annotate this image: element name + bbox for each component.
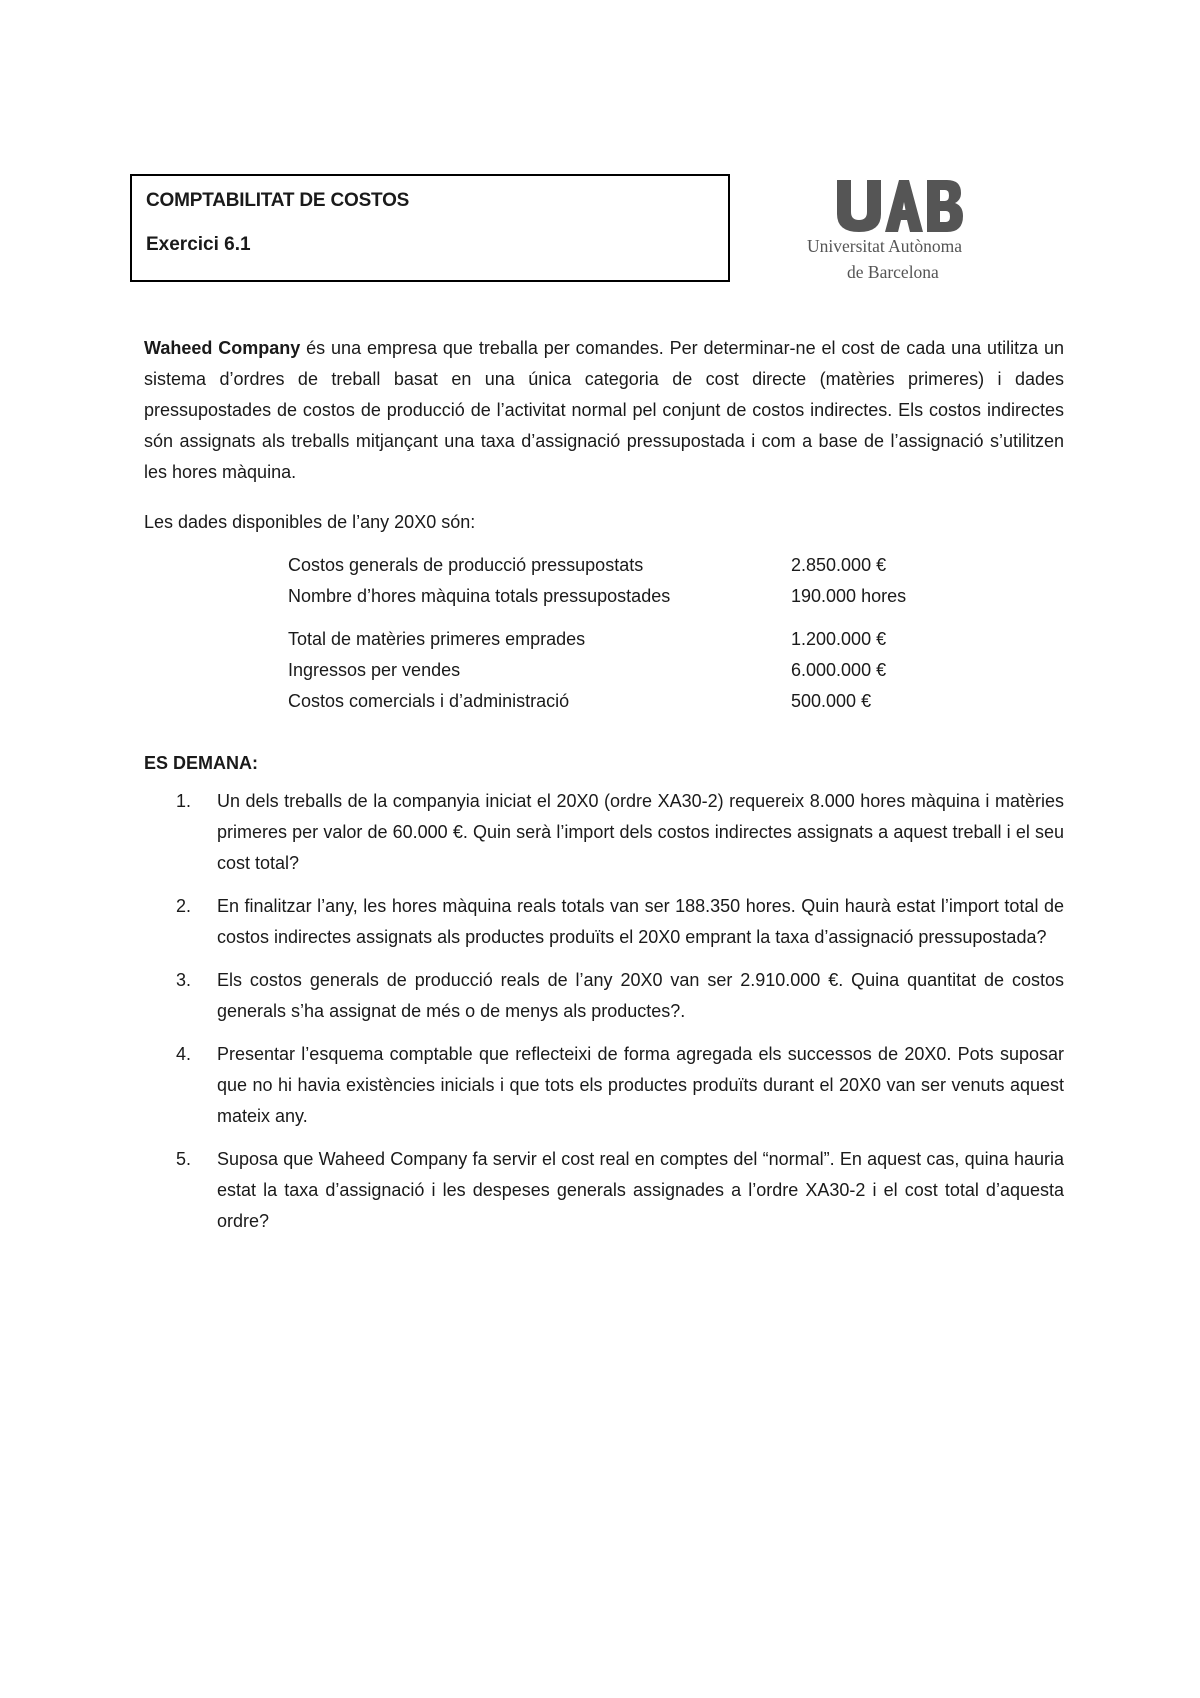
questions-heading: ES DEMANA: xyxy=(144,753,259,773)
table-row xyxy=(288,624,988,655)
question-number: 1. xyxy=(176,791,192,811)
row-value: 2.850.000 € xyxy=(791,555,887,575)
row-value: 1.200.000 € xyxy=(791,629,887,649)
table-row xyxy=(288,686,988,717)
questions-list xyxy=(144,786,1064,1249)
row-value: 6.000.000 € xyxy=(791,660,887,680)
table-row xyxy=(288,655,988,686)
data-table xyxy=(288,550,988,717)
question-number: 2. xyxy=(176,896,192,916)
row-label: Total de matèries primeres emprades xyxy=(288,629,586,649)
title-box xyxy=(130,174,730,282)
question-text: Presentar l’esquema comptable que reflecteixi de forma agregada els successos de 20X0. Pots suposar que no hi havia existències inicials i que tots els productes produïts durant el 20X0 van ser venuts aquest mateix any. xyxy=(217,1044,1064,1126)
uab-logo-mark-icon xyxy=(835,174,965,234)
list-item xyxy=(144,891,1064,953)
intro-paragraph xyxy=(144,333,1064,488)
list-item xyxy=(144,1144,1064,1237)
list-item xyxy=(144,965,1064,1027)
company-name: Waheed Company xyxy=(144,338,301,358)
question-number: 5. xyxy=(176,1149,192,1169)
row-label: Ingressos per vendes xyxy=(288,660,461,680)
exercise-number: Exercici 6.1 xyxy=(146,234,251,255)
question-text: Suposa que Waheed Company fa servir el cost real en comptes del “normal”. En aquest cas, quina hauria estat la taxa d’assignació i les despeses generals assignades a l’ordre XA30-2 i el cost total d’aquesta ordre? xyxy=(217,1149,1064,1231)
question-text: Els costos generals de producció reals de l’any 20X0 van ser 2.910.000 €. Quina quantitat de costos generals s’ha assignat de més o de menys als productes?. xyxy=(217,970,1064,1021)
list-item xyxy=(144,1039,1064,1132)
uab-logo xyxy=(805,170,1005,290)
data-lead-text: Les dades disponibles de l’any 20X0 són: xyxy=(144,512,476,532)
university-name-line1: Universitat Autònoma xyxy=(807,236,963,256)
question-text: Un dels treballs de la companyia iniciat el 20X0 (ordre XA30-2) requereix 8.000 hores màquina i matèries primeres per valor de 60.000 €. Quin serà l’import dels costos indirectes assignats a aquest treball i el seu cost total? xyxy=(217,791,1064,873)
university-name-line2: de Barcelona xyxy=(847,262,939,282)
uab-logo-mark-text xyxy=(805,170,807,171)
row-value: 500.000 € xyxy=(791,691,872,711)
table-row xyxy=(288,550,988,581)
document-title: COMPTABILITAT DE COSTOS xyxy=(146,190,410,211)
row-value: 190.000 hores xyxy=(791,586,907,606)
row-label: Costos generals de producció pressupostats xyxy=(288,555,644,575)
table-row xyxy=(288,581,988,612)
question-text: En finalitzar l’any, les hores màquina reals totals van ser 188.350 hores. Quin haurà estat l’import total de costos indirectes assignats als productes produïts el 20X0 emprant la taxa d’assignació pressupostada? xyxy=(217,896,1064,947)
row-label: Nombre d’hores màquina totals pressupostades xyxy=(288,586,671,606)
list-item xyxy=(144,786,1064,879)
row-label: Costos comercials i d’administració xyxy=(288,691,570,711)
question-number: 3. xyxy=(176,970,192,990)
question-number: 4. xyxy=(176,1044,192,1064)
intro-text: és una empresa que treballa per comandes. Per determinar-ne el cost de cada una utilitza un sistema d’ordres de treball basat en una única categoria de cost directe (matèries primeres) i dades pressupostades de costos de producció de l’activitat normal pel conjunt de costos indirectes. Els costos indirectes són assignats als treballs mitjançant una taxa d’assignació pressupostada i com a base de l’assignació s’utilitzen les hores màquina. xyxy=(144,338,1064,482)
